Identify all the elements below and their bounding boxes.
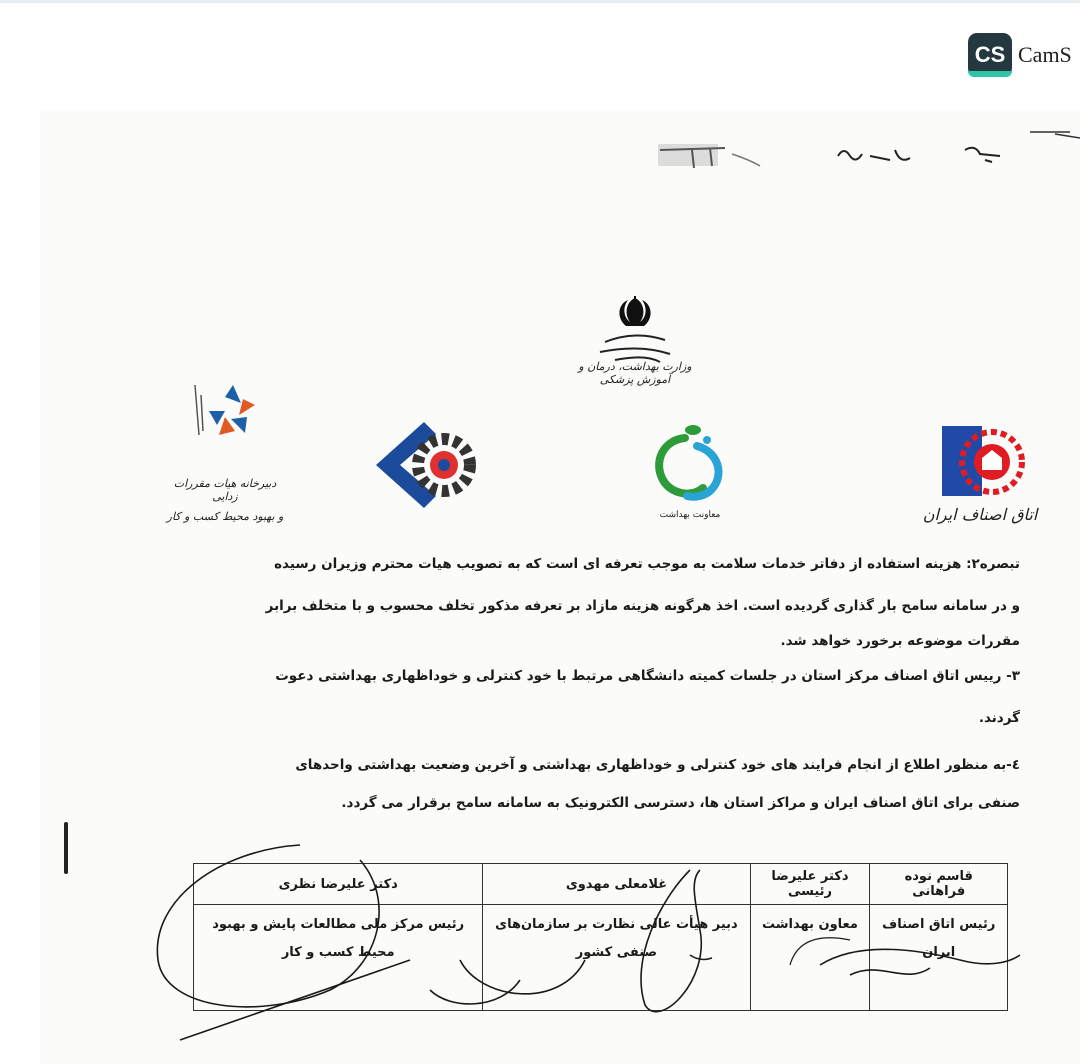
signatory-name: قاسم نوده فراهانی — [870, 864, 1008, 905]
item-3-line-2: گردند. — [978, 710, 1020, 726]
chamber-of-guilds-logo-icon — [938, 420, 1028, 500]
margin-mark — [64, 822, 68, 874]
deputy-of-health-caption: معاونت بهداشت — [659, 510, 721, 520]
signatory-name: غلامعلی مهدوی — [483, 864, 750, 905]
signatory-name: دکتر علیرضا نظری — [194, 864, 483, 905]
item-4-line-2: صنفی برای اتاق اصناف ایران و مراکز استان ها، دسترسی الکترونیک به سامانه سامح برقرار می گردد. — [341, 795, 1020, 811]
supervisory-board-logo-icon — [372, 418, 490, 513]
deputy-of-health-logo-icon — [645, 418, 735, 508]
deregulation-caption-line2: و بهبود محیط کسب و کار — [166, 510, 284, 523]
note-2-line-1: تبصره۲: هزینه استفاده از دفاتر خدمات سلامت به موجب تعرفه ای است که به تصویب هیات محترم وزیران رسیده — [274, 556, 1020, 572]
signatory-title: رئیس اتاق اصناف ایران — [870, 905, 1008, 1011]
ministry-name: وزارت بهداشت، درمان و آموزش پزشکی — [578, 360, 692, 386]
top-strip — [0, 0, 1080, 3]
deregulation-caption-line1: دبیرخانه هیات مقررات زدایی — [173, 477, 277, 503]
signatory-title: رئیس مرکز ملی مطالعات پایش و بهبود محیط کسب و کار — [194, 905, 483, 1011]
signatory-title: معاون بهداشت — [750, 905, 870, 1011]
signatory-name: دکتر علیرضا رئیسی — [750, 864, 870, 905]
deregulation-secretariat-logo-icon — [185, 375, 265, 445]
signature-table — [193, 863, 1008, 1011]
note-2-line-2: و در سامانه سامح بار گذاری گردیده است. اخذ هرگونه هزینه مازاد بر تعرفه مذکور تخلف محسوب و با متخلف برابر — [265, 598, 1020, 614]
chamber-of-guilds-caption: اتاق اصناف ایران — [922, 505, 1038, 524]
camscanner-logo-icon: CS — [968, 33, 1012, 77]
handwritten-notes — [600, 120, 1080, 200]
camscanner-watermark — [968, 32, 1072, 78]
item-4-line-1: ٤-به منظور اطلاع از انجام فرایند های خود کنترلی و خوداظهاری بهداشتی و آخرین وضعیت بهداشتی واحدهای — [295, 757, 1020, 773]
note-2-line-3: مقررات موضوعه برخورد خواهد شد. — [780, 633, 1020, 649]
item-3-line-1: ۳- رییس اتاق اصناف مرکز استان در جلسات کمیته دانشگاهی مرتبط با خود کنترلی و خوداظهاری بهداشتی دعوت — [275, 668, 1020, 684]
signatory-title: دبیر هیأت عالی نظارت بر سازمان‌های صنفی کشور — [483, 905, 750, 1011]
camscanner-name: CamS — [1018, 42, 1072, 67]
